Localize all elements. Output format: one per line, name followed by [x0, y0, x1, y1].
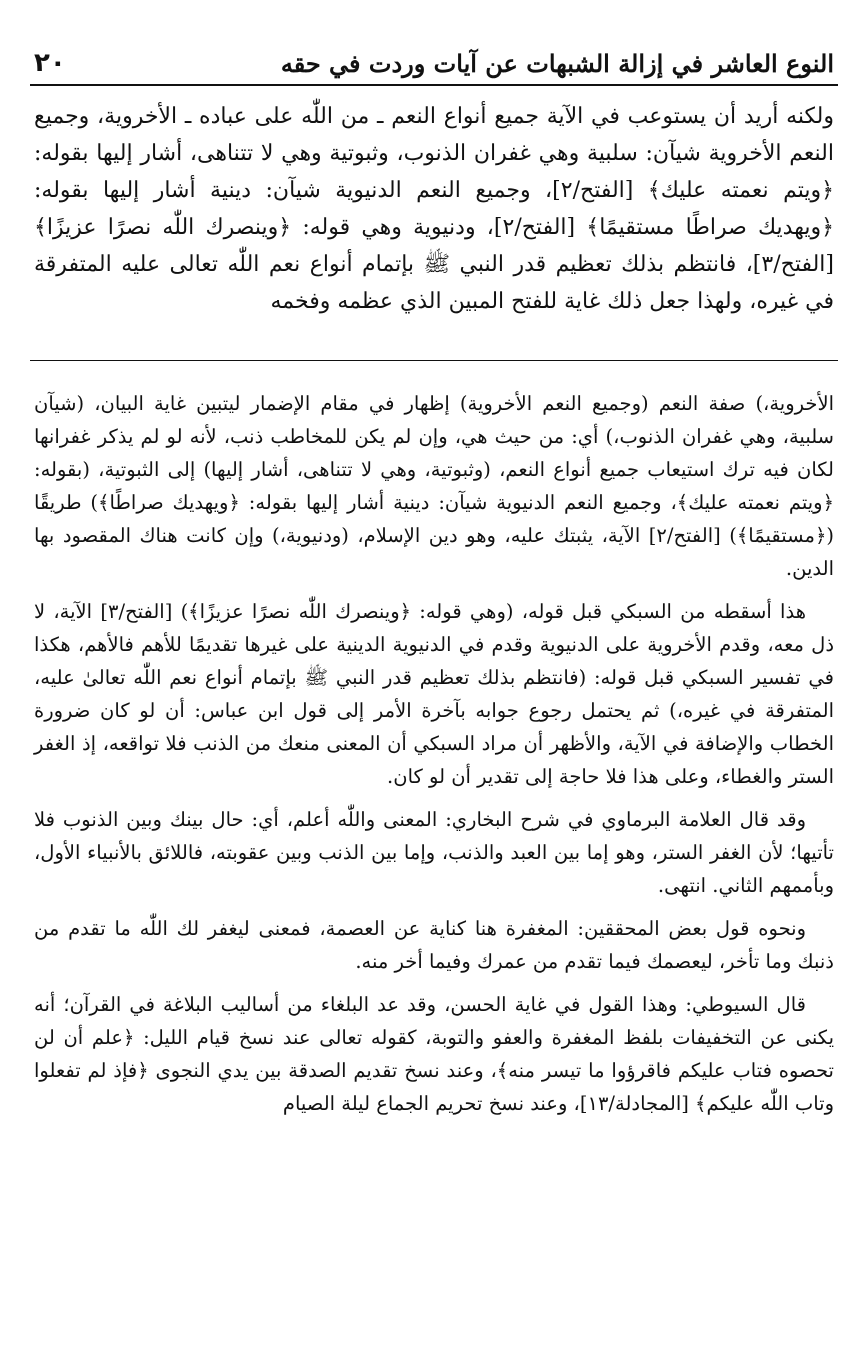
commentary-paragraph: ونحوه قول بعض المحققين: المغفرة هنا كناية عن العصمة، فمعنى ليغفر لك اللّٰه ما تقدم من ذنبك وما تأخر، ليعصمك فيما تقدم من عمرك وفيما أخر منه.	[34, 917, 834, 973]
page-number: ٢٠	[34, 48, 66, 78]
main-paragraph: ولكنه أريد أن يستوعب في الآية جميع أنواع النعم ـ من اللّٰه على عباده ـ الأخروية، وجميع النعم الأخروية شيآن: سلبية وهي غفران الذنوب، وثبوتية وهي لا تتناهى، أشار إليها بقوله: ﴿ويتم نعمته عليك﴾ [الفتح/٢]، وجميع النعم الدنيوية شيآن: دينية أشار إليها بقوله: ﴿ويهديك صراطًا مستقيمًا﴾ [الفتح/٢]، ودنيوية وهي قوله: ﴿وينصرك اللّٰه نصرًا عزيزًا﴾ [الفتح/٣]، فانتظم بذلك تعظيم قدر النبي ﷺ بإتمام أنواع نعم اللّٰه تعالى عليه المتفرقة في غيره، ولهذا جعل ذلك غاية للفتح المبين الذي عظمه وفخمه	[34, 104, 835, 314]
running-title: النوع العاشر في إزالة الشبهات عن آيات وردت في حقه	[280, 49, 834, 78]
main-text	[30, 98, 838, 320]
commentary-paragraph: وقد قال العلامة البرماوي في شرح البخاري: المعنى واللّٰه أعلم، أي: حال بينك وبين الذنوب فلا تأتيها؛ لأن الغفر الستر، وهو إما بين العبد والذنب، وإما بين الذنب وبين عقوبته، فاللائق بالأنبياء الأول، وبأممهم الثاني. انتهى.	[34, 808, 834, 897]
commentary-paragraph: هذا أسقطه من السبكي قبل قوله، (وهي قوله: ﴿وينصرك اللّٰه نصرًا عزيزًا﴾) [الفتح/٣] الآية، لا ذل معه، وقدم الأخروية على الدنيوية وقدم في الدنيوية الدينية على غيرها تقديمًا للأهم فالأهم، هكذا في تفسير السبكي قبل قوله: (فانتظم بذلك تعظيم قدر النبي ﷺ بإتمام أنواع نعم اللّٰه تعالىٰ عليه، المتفرقة في غيره،) ثم يحتمل رجوع جوابه بآخرة الأمر إلى قول ابن عباس: أن لو كان ضرورة الخطاب والإضافة في الآية، والأظهر أن مراد السبكي أن المعنى منعك من الذنب فلا تواقعه، إذ الغفر الستر والغطاء، وعلى هذا فلا حاجة إلى تقدير أن لو كان.	[34, 600, 834, 788]
page-header	[30, 30, 838, 86]
book-page	[30, 30, 838, 1340]
commentary-paragraph: الأخروية،) صفة النعم (وجميع النعم الأخروية) إظهار في مقام الإضمار ليتبين غاية البيان، (شيآن سلبية، وهي غفران الذنوب،) أي: من حيث هي، وإن لم يكن للمخاطب ذنب، لأنه لو لم يذكر غفرانها لكان فيه ترك استيعاب جميع أنواع النعم، (وثبوتية، وهي لا تتناهى، أشار إليها) إلى الثبوتية، (بقوله: ﴿ويتم نعمته عليك﴾، وجميع النعم الدنيوية شيآن: دينية أشار إليها بقوله: ﴿ويهديك صراطًا﴾) طريقًا (﴿مستقيمًا﴾) [الفتح/٢] الآية، يثبتك عليه، وهو دين الإسلام، (ودنيوية،) وإن كانت هناك المقصود بها الدين.	[34, 392, 834, 580]
commentary-paragraph: قال السيوطي: وهذا القول في غاية الحسن، وقد عد البلغاء من أساليب البلاغة في القرآن؛ أنه يكنى عن التخفيفات بلفظ المغفرة والعفو والتوبة، كقوله تعالى عند نسخ قيام الليل: ﴿علم أن لن تحصوه فتاب عليكم فاقرؤوا ما تيسر منه﴾، وعند نسخ تقديم الصدقة بين يدي النجوى ﴿فإذ لم تفعلوا وتاب اللّٰه عليكم﴾ [المجادلة/١٣]، وعند نسخ تحريم الجماع ليلة الصيام	[34, 993, 834, 1115]
commentary-section	[30, 387, 838, 1120]
footnote-separator	[30, 360, 838, 361]
